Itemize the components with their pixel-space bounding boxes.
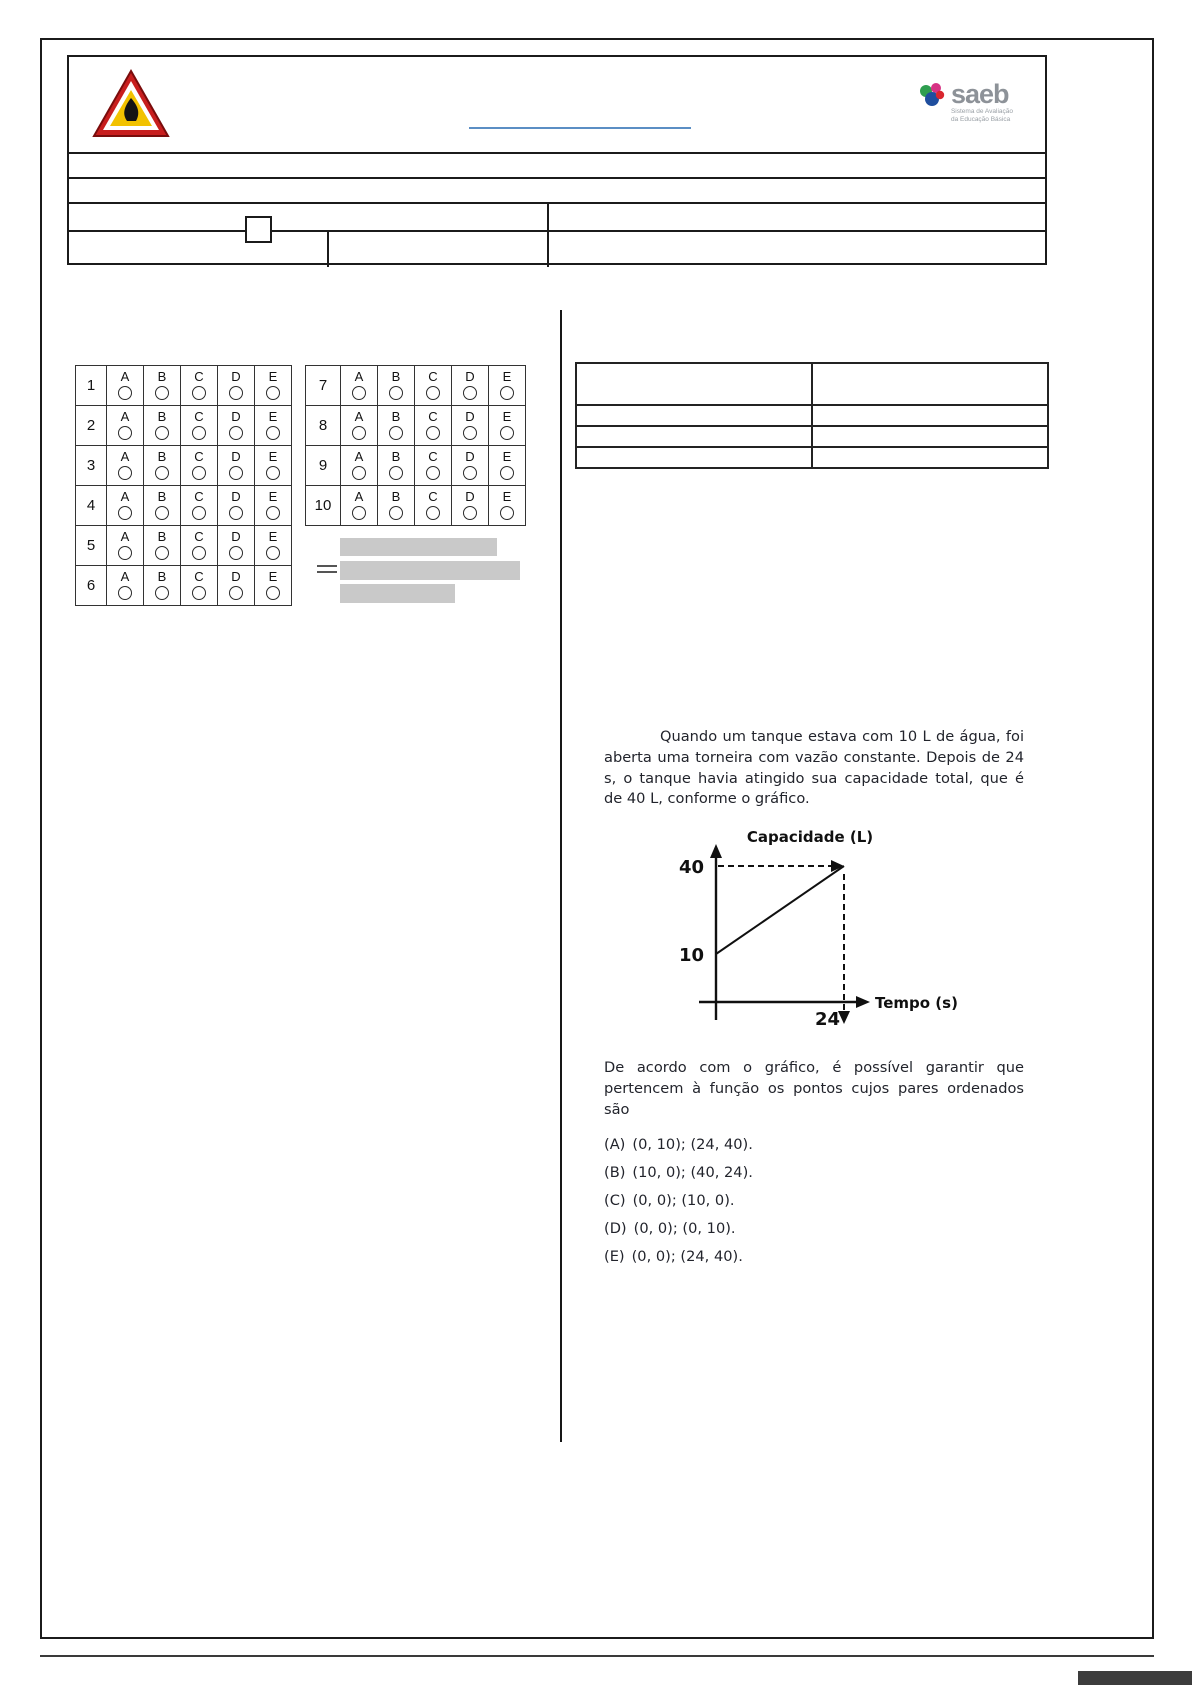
- option-letter: E: [268, 568, 278, 584]
- option-letter: C: [428, 408, 438, 424]
- saeb-pinwheel-icon: [917, 81, 947, 111]
- question-number: 2: [76, 406, 107, 446]
- answer-bubble[interactable]: [352, 386, 366, 400]
- answer-row-6: [76, 566, 292, 606]
- option-letter: E: [502, 488, 512, 504]
- answer-option-2-D[interactable]: [218, 406, 255, 446]
- answer-option-9-A[interactable]: [341, 446, 378, 486]
- dash-marks: [317, 565, 337, 577]
- answer-option-1-C[interactable]: [181, 366, 218, 406]
- answer-option-8-D[interactable]: [452, 406, 489, 446]
- answer-grid-questions-1-6: [75, 365, 292, 606]
- answer-bubble[interactable]: [155, 426, 169, 440]
- answer-option-3-B[interactable]: [144, 446, 181, 486]
- answer-option-1-B[interactable]: [144, 366, 181, 406]
- answer-bubble[interactable]: [118, 466, 132, 480]
- answer-bubble[interactable]: [352, 466, 366, 480]
- answer-option-4-E[interactable]: [255, 486, 292, 526]
- question-prompt: De acordo com o gráfico, é possível garantir que pertencem à função os pontos cujos pares ordenados são: [604, 1059, 1024, 1118]
- answer-option-2-B[interactable]: [144, 406, 181, 446]
- answer-row-2: [76, 406, 292, 446]
- info-cell: [576, 405, 812, 426]
- answer-option-10-E[interactable]: [489, 486, 526, 526]
- info-cell: [812, 426, 1048, 447]
- x-tick-24: 24: [814, 1009, 840, 1031]
- footer-line: [40, 1655, 1154, 1657]
- option-letter: C: [194, 488, 204, 504]
- question-number: 4: [76, 486, 107, 526]
- header-rule-1: [69, 152, 1045, 154]
- option-letter: C: [428, 448, 438, 464]
- answer-option-4-B[interactable]: [144, 486, 181, 526]
- option-letter: A: [354, 368, 364, 384]
- option-label: (A): [604, 1135, 626, 1153]
- answer-grid-questions-7-10: [305, 365, 526, 526]
- option-letter: D: [465, 368, 475, 384]
- answer-bubble[interactable]: [500, 466, 514, 480]
- answer-bubble[interactable]: [463, 426, 477, 440]
- answer-bubble[interactable]: [426, 506, 440, 520]
- answer-bubble[interactable]: [118, 506, 132, 520]
- answer-option-6-A[interactable]: [107, 566, 144, 606]
- header-rule-4: [69, 230, 1045, 232]
- answer-option-4-A[interactable]: [107, 486, 144, 526]
- answer-row-8: [306, 406, 526, 446]
- answer-row-10: [306, 486, 526, 526]
- option-letter: D: [231, 448, 241, 464]
- graph-block: [604, 824, 1024, 1048]
- option-letter: C: [428, 488, 438, 504]
- info-cell: [812, 447, 1048, 468]
- answer-option-3-A[interactable]: [107, 446, 144, 486]
- checkbox-field[interactable]: [245, 216, 272, 243]
- option-label: (D): [604, 1219, 627, 1237]
- saeb-subtitle-line2: da Educação Básica: [950, 116, 1011, 123]
- x-axis-label: Tempo (s): [875, 994, 958, 1013]
- option-letter: A: [120, 448, 130, 464]
- answer-bubble[interactable]: [118, 586, 132, 600]
- answer-option-3-E[interactable]: [255, 446, 292, 486]
- info-table: [575, 362, 1049, 469]
- answer-option-9-E[interactable]: [489, 446, 526, 486]
- answer-option-8-B[interactable]: [378, 406, 415, 446]
- question-number: 5: [76, 526, 107, 566]
- answer-option-10-D[interactable]: [452, 486, 489, 526]
- question-options: [604, 1135, 1024, 1266]
- answer-option-8-C[interactable]: [415, 406, 452, 446]
- answer-option-2-E[interactable]: [255, 406, 292, 446]
- option-letter: B: [157, 488, 167, 504]
- option-letter: D: [465, 448, 475, 464]
- option-letter: B: [391, 408, 401, 424]
- option-label: (C): [604, 1191, 626, 1209]
- header-rule-2: [69, 177, 1045, 179]
- answer-bubble[interactable]: [155, 466, 169, 480]
- answer-bubble[interactable]: [266, 466, 280, 480]
- option-letter: E: [268, 528, 278, 544]
- answer-bubble[interactable]: [192, 506, 206, 520]
- answer-bubble[interactable]: [266, 386, 280, 400]
- answer-bubble[interactable]: [192, 466, 206, 480]
- answer-bubble[interactable]: [500, 426, 514, 440]
- column-divider: [560, 310, 562, 1442]
- answer-option-1-E[interactable]: [255, 366, 292, 406]
- option-letter: C: [194, 368, 204, 384]
- answer-bubble[interactable]: [229, 426, 243, 440]
- option-letter: B: [157, 408, 167, 424]
- answer-bubble[interactable]: [192, 426, 206, 440]
- answer-bubble[interactable]: [192, 586, 206, 600]
- answer-bubble[interactable]: [118, 386, 132, 400]
- answer-option-6-C[interactable]: [181, 566, 218, 606]
- answer-bubble[interactable]: [463, 466, 477, 480]
- option-letter: C: [194, 408, 204, 424]
- info-cell: [812, 405, 1048, 426]
- header-rule-3: [69, 202, 1045, 204]
- answer-option-7-B[interactable]: [378, 366, 415, 406]
- answer-bubble[interactable]: [229, 546, 243, 560]
- answer-bubble[interactable]: [118, 426, 132, 440]
- option-letter: A: [120, 408, 130, 424]
- footer-fineprint: [1078, 1671, 1192, 1685]
- option-letter: B: [391, 448, 401, 464]
- option-label: (E): [604, 1247, 625, 1265]
- answer-bubble[interactable]: [389, 386, 403, 400]
- y-tick-10: 10: [678, 945, 704, 967]
- option-letter: C: [194, 448, 204, 464]
- answer-bubble[interactable]: [352, 506, 366, 520]
- option-letter: D: [231, 568, 241, 584]
- question-number: 8: [306, 406, 341, 446]
- y-tick-40: 40: [678, 857, 704, 879]
- answer-bubble[interactable]: [155, 546, 169, 560]
- header-cell-divider-right: [547, 202, 549, 267]
- answer-bubble[interactable]: [426, 426, 440, 440]
- answer-bubble[interactable]: [389, 426, 403, 440]
- answer-option-7-A[interactable]: [341, 366, 378, 406]
- option-letter: D: [231, 488, 241, 504]
- answer-option-6-B[interactable]: [144, 566, 181, 606]
- option-letter: E: [268, 368, 278, 384]
- option-letter: A: [120, 528, 130, 544]
- answer-row-9: [306, 446, 526, 486]
- answer-option-5-C[interactable]: [181, 526, 218, 566]
- info-cell: [576, 363, 812, 405]
- header-box: [67, 55, 1047, 265]
- option-letter: A: [354, 408, 364, 424]
- answer-option-4-C[interactable]: [181, 486, 218, 526]
- graph-title: Capacidade (L): [746, 828, 874, 847]
- info-cell: [812, 363, 1048, 405]
- answer-option-5-D[interactable]: [218, 526, 255, 566]
- answer-row-4: [76, 486, 292, 526]
- answer-row-3: [76, 446, 292, 486]
- option-letter: C: [428, 368, 438, 384]
- redaction-bar: [340, 584, 455, 603]
- question-number: 6: [76, 566, 107, 606]
- answer-option-6-E[interactable]: [255, 566, 292, 606]
- answer-option-9-C[interactable]: [415, 446, 452, 486]
- answer-bubble[interactable]: [155, 586, 169, 600]
- answer-bubble[interactable]: [192, 386, 206, 400]
- option-text: (0, 0); (10, 0).: [632, 1191, 735, 1209]
- redaction-bar: [340, 538, 497, 556]
- school-logo: [91, 68, 171, 144]
- question-option: [604, 1219, 1024, 1238]
- header-cell-divider-left: [327, 230, 329, 267]
- info-cell: [576, 426, 812, 447]
- question-number: 7: [306, 366, 341, 406]
- answer-bubble[interactable]: [229, 386, 243, 400]
- answer-option-10-C[interactable]: [415, 486, 452, 526]
- answer-bubble[interactable]: [389, 466, 403, 480]
- question-option: [604, 1247, 1024, 1266]
- option-text: (0, 0); (24, 40).: [631, 1247, 743, 1265]
- answer-bubble[interactable]: [463, 386, 477, 400]
- header-underline: [469, 127, 691, 129]
- answer-option-7-D[interactable]: [452, 366, 489, 406]
- option-letter: C: [194, 528, 204, 544]
- option-letter: B: [157, 368, 167, 384]
- option-text: (0, 10); (24, 40).: [632, 1135, 753, 1153]
- answer-option-8-A[interactable]: [341, 406, 378, 446]
- answer-option-5-A[interactable]: [107, 526, 144, 566]
- question-option: [604, 1163, 1024, 1182]
- option-letter: B: [157, 528, 167, 544]
- answer-option-2-C[interactable]: [181, 406, 218, 446]
- answer-bubble[interactable]: [463, 506, 477, 520]
- answer-bubble[interactable]: [155, 506, 169, 520]
- question-column: [604, 727, 1024, 1275]
- option-letter: D: [465, 408, 475, 424]
- saeb-logo: [917, 81, 1013, 124]
- series-line: [716, 866, 844, 954]
- option-letter: A: [120, 568, 130, 584]
- answer-bubble[interactable]: [352, 426, 366, 440]
- option-letter: E: [268, 488, 278, 504]
- option-text: (0, 0); (0, 10).: [633, 1219, 736, 1237]
- option-letter: E: [502, 368, 512, 384]
- question-number: 10: [306, 486, 341, 526]
- x-axis-arrow-icon: [856, 996, 870, 1008]
- answer-bubble[interactable]: [118, 546, 132, 560]
- saeb-wordmark: saeb: [950, 79, 1009, 109]
- answer-row-7: [306, 366, 526, 406]
- answer-option-5-B[interactable]: [144, 526, 181, 566]
- answer-option-3-D[interactable]: [218, 446, 255, 486]
- answer-option-8-E[interactable]: [489, 406, 526, 446]
- answer-option-10-A[interactable]: [341, 486, 378, 526]
- option-letter: A: [354, 448, 364, 464]
- option-label: (B): [604, 1163, 626, 1181]
- redaction-bar: [340, 561, 520, 580]
- answer-option-9-B[interactable]: [378, 446, 415, 486]
- answer-bubble[interactable]: [426, 386, 440, 400]
- option-letter: B: [391, 488, 401, 504]
- option-letter: E: [502, 448, 512, 464]
- capacity-time-graph: [604, 824, 1024, 1048]
- answer-bubble[interactable]: [266, 506, 280, 520]
- question-intro: Quando um tanque estava com 10 L de água, foi aberta uma torneira com vazão constante. Depois de 24 s, o tanque havia atingido sua capacidade total, que é de 40 L, conforme o gráfico.: [604, 728, 1024, 808]
- answer-bubble[interactable]: [155, 386, 169, 400]
- answer-option-1-D[interactable]: [218, 366, 255, 406]
- answer-bubble[interactable]: [266, 586, 280, 600]
- y-axis-arrow-icon: [710, 844, 722, 858]
- option-text: (10, 0); (40, 24).: [632, 1163, 753, 1181]
- answer-option-6-D[interactable]: [218, 566, 255, 606]
- answer-option-10-B[interactable]: [378, 486, 415, 526]
- answer-bubble[interactable]: [500, 386, 514, 400]
- answer-option-7-C[interactable]: [415, 366, 452, 406]
- answer-row-5: [76, 526, 292, 566]
- answer-option-1-A[interactable]: [107, 366, 144, 406]
- answer-bubble[interactable]: [229, 586, 243, 600]
- option-letter: C: [194, 568, 204, 584]
- option-letter: D: [231, 528, 241, 544]
- answer-option-4-D[interactable]: [218, 486, 255, 526]
- option-letter: B: [157, 568, 167, 584]
- answer-bubble[interactable]: [266, 546, 280, 560]
- option-letter: B: [157, 448, 167, 464]
- answer-option-7-E[interactable]: [489, 366, 526, 406]
- option-letter: E: [268, 408, 278, 424]
- question-number: 1: [76, 366, 107, 406]
- answer-option-9-D[interactable]: [452, 446, 489, 486]
- option-letter: A: [120, 488, 130, 504]
- option-letter: D: [231, 368, 241, 384]
- answer-bubble[interactable]: [266, 426, 280, 440]
- option-letter: D: [465, 488, 475, 504]
- question-option: [604, 1135, 1024, 1154]
- answer-bubble[interactable]: [500, 506, 514, 520]
- answer-bubble[interactable]: [229, 466, 243, 480]
- school-crest-icon: [91, 68, 171, 144]
- answer-row-1: [76, 366, 292, 406]
- info-cell: [576, 447, 812, 468]
- answer-bubble[interactable]: [192, 546, 206, 560]
- option-letter: A: [120, 368, 130, 384]
- option-letter: D: [231, 408, 241, 424]
- answer-option-3-C[interactable]: [181, 446, 218, 486]
- answer-option-5-E[interactable]: [255, 526, 292, 566]
- question-number: 9: [306, 446, 341, 486]
- answer-bubble[interactable]: [426, 466, 440, 480]
- option-letter: E: [268, 448, 278, 464]
- answer-bubble[interactable]: [389, 506, 403, 520]
- answer-bubble[interactable]: [229, 506, 243, 520]
- question-number: 3: [76, 446, 107, 486]
- option-letter: A: [354, 488, 364, 504]
- option-letter: E: [502, 408, 512, 424]
- question-option: [604, 1191, 1024, 1210]
- saeb-subtitle-line1: Sistema de Avaliação: [950, 108, 1013, 115]
- option-letter: B: [391, 368, 401, 384]
- answer-option-2-A[interactable]: [107, 406, 144, 446]
